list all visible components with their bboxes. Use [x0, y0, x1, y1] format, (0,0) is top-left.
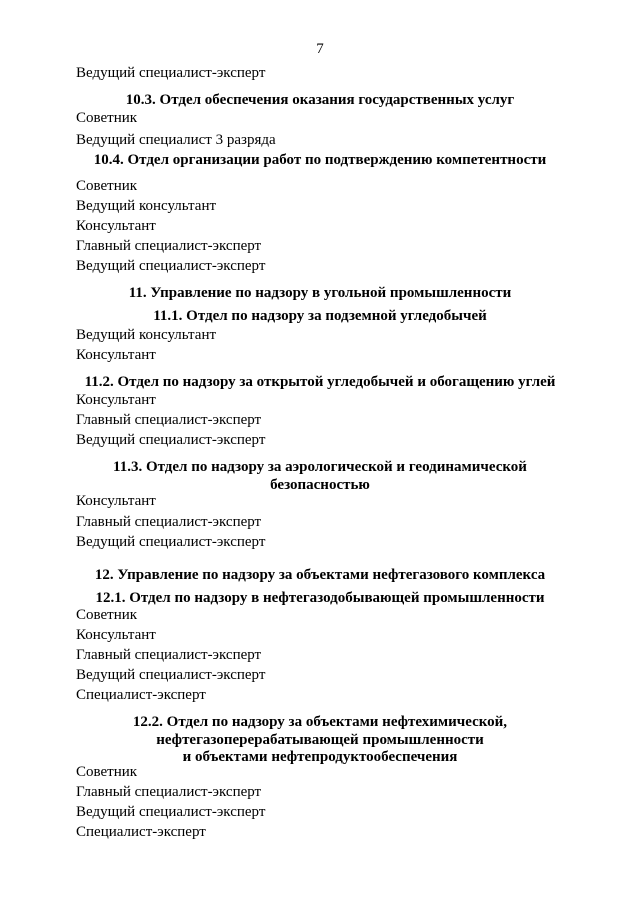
- position-line: Ведущий специалист 3 разряда: [76, 132, 276, 148]
- position-line: Советник: [76, 764, 138, 780]
- position-line: Ведущий специалист-эксперт: [76, 534, 266, 550]
- position-line: Ведущий консультант: [76, 198, 217, 214]
- position-line: Главный специалист-эксперт: [76, 647, 262, 663]
- position-line: Ведущий специалист-эксперт: [76, 804, 266, 820]
- position-line: Советник: [76, 110, 138, 126]
- page-number: 7: [316, 41, 324, 57]
- position-line: Ведущий специалист-эксперт: [76, 667, 266, 683]
- section-heading-cont: безопасностью: [270, 477, 370, 493]
- section-heading-cont: и объектами нефтепродуктообеспечения: [182, 749, 458, 765]
- department-heading: 12. Управление по надзору за объектами нефтегазового комплекса: [94, 567, 546, 583]
- position-line: Ведущий консультант: [76, 327, 217, 343]
- position-line: Советник: [76, 607, 138, 623]
- section-heading: 11.2. Отдел по надзору за открытой угледобычей и обогащению углей: [84, 374, 556, 390]
- section-heading: 11.1. Отдел по надзору за подземной угледобычей: [153, 308, 487, 324]
- section-heading: 10.3. Отдел обеспечения оказания государственных услуг: [125, 92, 515, 108]
- position-line: Консультант: [76, 347, 156, 363]
- position-line: Ведущий специалист-эксперт: [76, 65, 266, 81]
- position-line: Главный специалист-эксперт: [76, 238, 262, 254]
- department-heading: 11. Управление по надзору в угольной промышленности: [128, 285, 512, 301]
- section-heading: 12.2. Отдел по надзору за объектами нефтехимической,: [132, 714, 508, 730]
- section-heading: 12.1. Отдел по надзору в нефтегазодобывающей промышленности: [95, 590, 545, 606]
- position-line: Консультант: [76, 627, 156, 643]
- section-heading: 10.4. Отдел организации работ по подтверждению компетентности: [93, 152, 547, 168]
- section-heading-cont: нефтегазоперерабатывающей промышленности: [156, 732, 484, 748]
- section-heading: 11.3. Отдел по надзору за аэрологической и геодинамической: [113, 459, 527, 475]
- position-line: Советник: [76, 178, 138, 194]
- position-line: Консультант: [76, 493, 156, 509]
- position-line: Специалист-эксперт: [76, 824, 206, 840]
- position-line: Консультант: [76, 392, 156, 408]
- position-line: Главный специалист-эксперт: [76, 784, 262, 800]
- position-line: Ведущий специалист-эксперт: [76, 432, 266, 448]
- position-line: Консультант: [76, 218, 156, 234]
- position-line: Главный специалист-эксперт: [76, 412, 262, 428]
- position-line: Главный специалист-эксперт: [76, 514, 262, 530]
- position-line: Специалист-эксперт: [76, 687, 206, 703]
- position-line: Ведущий специалист-эксперт: [76, 258, 266, 274]
